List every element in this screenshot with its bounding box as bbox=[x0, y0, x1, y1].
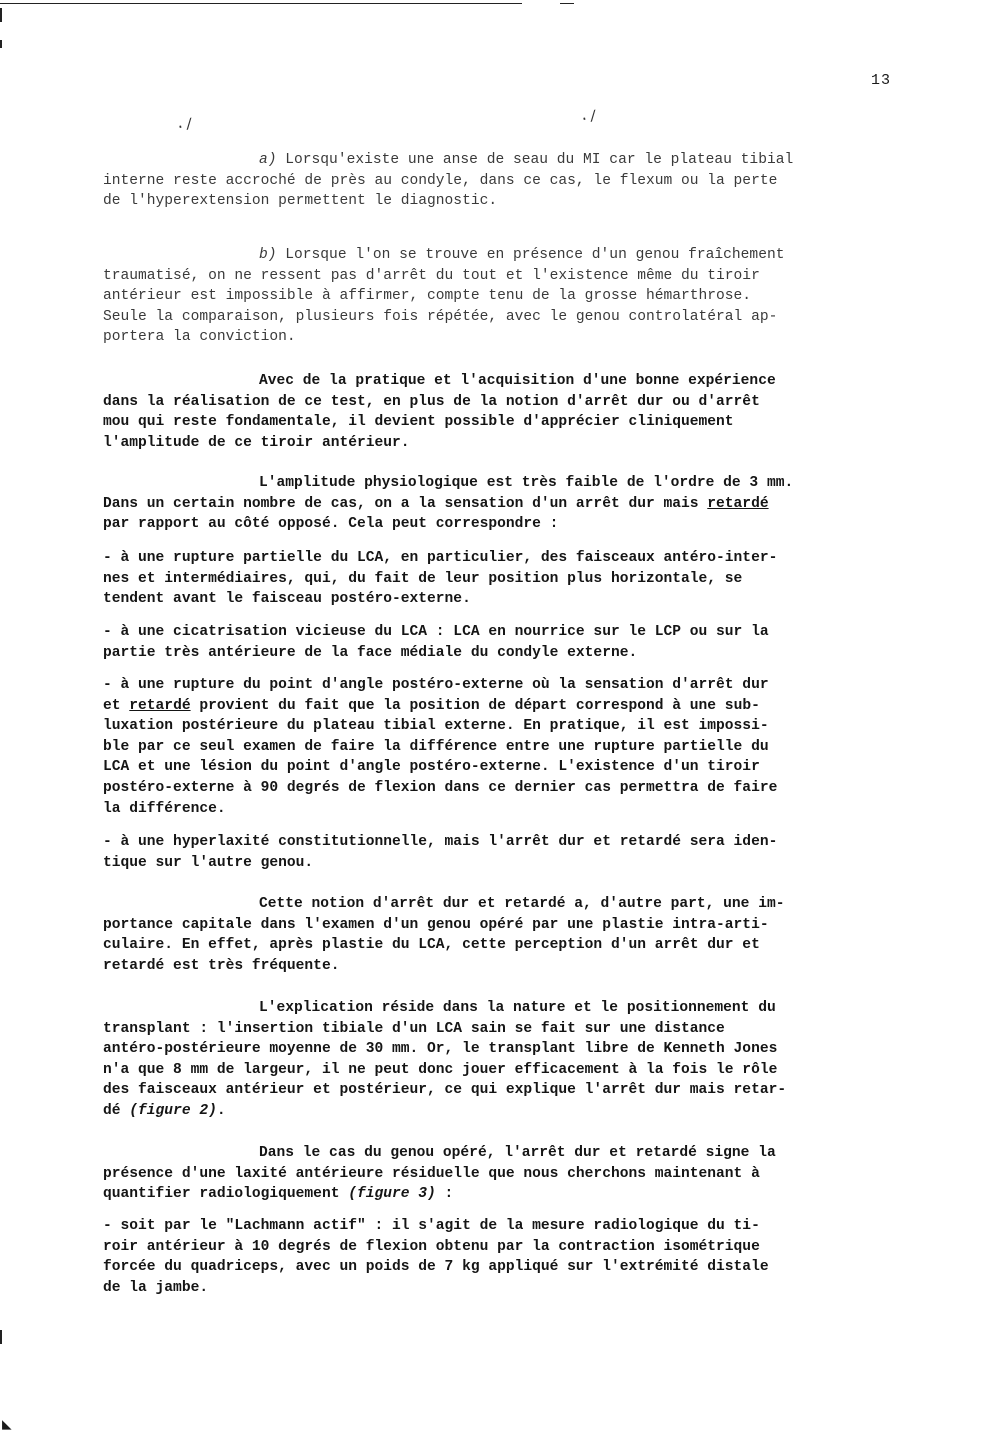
text-line bbox=[103, 1164, 903, 1185]
paragraph-b bbox=[103, 245, 903, 348]
text-line bbox=[103, 494, 903, 515]
line-text: et bbox=[103, 697, 130, 714]
line-text: - à une rupture partielle du LCA, en particulier, des faisceaux antéro-inter- bbox=[103, 550, 778, 566]
text-line bbox=[103, 737, 903, 758]
paragraph-experience bbox=[103, 371, 903, 453]
figure-reference: (figure 3) bbox=[348, 1186, 436, 1203]
line-text: tendent avant le faisceau postéro-externe. bbox=[103, 591, 471, 608]
list-item-rupture-partielle bbox=[103, 548, 903, 610]
text-line bbox=[103, 894, 903, 915]
text-line bbox=[103, 412, 903, 433]
text-line bbox=[103, 1060, 903, 1081]
line-text: n'a que 8 mm de largeur, il ne peut donc jouer efficacement à la fois le rôle bbox=[103, 1061, 778, 1078]
text-line bbox=[103, 935, 903, 956]
line-text: dans la réalisation de ce test, en plus de la notion d'arrêt dur ou d'arrêt bbox=[103, 393, 760, 410]
text-line bbox=[103, 371, 903, 392]
line-text: tique sur l'autre genou. bbox=[103, 854, 314, 871]
line-text: la différence. bbox=[103, 800, 226, 817]
line-text: par rapport au côté opposé. Cela peut correspondre : bbox=[103, 516, 559, 533]
text-line bbox=[103, 548, 903, 569]
line-text-tail: : bbox=[435, 1186, 454, 1203]
figure-reference: (figure 2) bbox=[129, 1102, 217, 1119]
paragraph-notion-arret bbox=[103, 894, 903, 976]
line-text: portance capitale dans l'examen d'un genou opéré par une plastie intra-arti- bbox=[103, 916, 769, 933]
scan-edge-mark bbox=[0, 40, 2, 48]
text-line bbox=[103, 473, 903, 494]
text-line bbox=[103, 514, 903, 535]
line-text: - à une rupture du point d'angle postéro-externe où la sensation d'arrêt dur bbox=[103, 677, 769, 693]
text-line bbox=[103, 307, 903, 328]
line-text: luxation postérieure du plateau tibial externe. En pratique, il est impossi- bbox=[103, 718, 769, 735]
text-line bbox=[103, 245, 903, 266]
line-text: ble par ce seul examen de faire la différence entre une rupture partielle du bbox=[103, 738, 769, 755]
text-line bbox=[103, 757, 903, 778]
paragraph-genou-opere bbox=[103, 1143, 903, 1205]
line-text-tail: provient du fait que la position de départ correspond à une sub- bbox=[190, 697, 760, 714]
line-text: Avec de la pratique et l'acquisition d'une bonne expérience bbox=[259, 373, 776, 389]
line-text: Cette notion d'arrêt dur et retardé a, d'autre part, une im- bbox=[259, 896, 785, 912]
text-line bbox=[103, 191, 903, 212]
item-letter: b) bbox=[259, 247, 277, 263]
line-text: l'amplitude de ce tiroir antérieur. bbox=[103, 434, 410, 451]
text-line bbox=[103, 622, 903, 643]
line-text: antéro-postérieure moyenne de 30 mm. Or, le transplant libre de Kenneth Jones bbox=[103, 1041, 778, 1058]
list-item-cicatrisation bbox=[103, 622, 903, 663]
scan-edge-mark bbox=[0, 8, 2, 22]
scan-mark-left: ·/ bbox=[174, 116, 196, 137]
text-line bbox=[103, 643, 903, 664]
text-line bbox=[103, 853, 903, 874]
line-text: interne reste accroché de près au condyle, dans ce cas, le flexum ou la perte bbox=[103, 172, 778, 189]
line-text: portera la conviction. bbox=[103, 329, 296, 346]
line-text-tail: . bbox=[216, 1102, 226, 1119]
underlined-word: retardé bbox=[129, 697, 191, 714]
text-line bbox=[103, 716, 903, 737]
line-text: quantifier radiologiquement bbox=[103, 1186, 349, 1203]
line-text: - à une hyperlaxité constitutionnelle, mais l'arrêt dur et retardé sera iden- bbox=[103, 834, 778, 850]
line-text: L'amplitude physiologique est très faible de l'ordre de 3 mm. bbox=[259, 475, 794, 491]
text-line bbox=[103, 778, 903, 799]
scan-mark-right: ·/ bbox=[578, 108, 600, 129]
scan-top-rule-fragment bbox=[560, 3, 574, 4]
text-line bbox=[103, 1184, 903, 1205]
line-text: de la jambe. bbox=[103, 1279, 209, 1296]
line-text: roir antérieur à 10 degrés de flexion obtenu par la contraction isométrique bbox=[103, 1238, 760, 1255]
line-text: antérieur est impossible à affirmer, compte tenu de la grosse hémarthrose. bbox=[103, 288, 752, 305]
line-text: Lorsque l'on se trouve en présence d'un genou fraîchement bbox=[276, 247, 785, 263]
paragraph-amplitude bbox=[103, 473, 903, 535]
line-text: postéro-externe à 90 degrés de flexion dans ce dernier cas permettra de faire bbox=[103, 779, 778, 796]
text-line bbox=[103, 799, 903, 820]
text-line bbox=[103, 171, 903, 192]
text-line bbox=[103, 1257, 903, 1278]
list-item-hyperlaxite bbox=[103, 832, 903, 873]
text-line bbox=[103, 956, 903, 977]
text-line bbox=[103, 150, 903, 171]
line-text: Seule la comparaison, plusieurs fois répétée, avec le genou controlatéral ap- bbox=[103, 308, 778, 325]
text-line bbox=[103, 1039, 903, 1060]
page-number: 13 bbox=[871, 72, 892, 89]
text-line bbox=[103, 266, 903, 287]
line-text: culaire. En effet, après plastie du LCA, cette perception d'un arrêt dur et bbox=[103, 937, 760, 954]
text-line bbox=[103, 1019, 903, 1040]
text-line bbox=[103, 433, 903, 454]
text-line bbox=[103, 1216, 903, 1237]
list-item-point-angle bbox=[103, 675, 903, 819]
text-line bbox=[103, 1080, 903, 1101]
line-text: retardé est très fréquente. bbox=[103, 957, 340, 974]
item-letter: a) bbox=[259, 152, 277, 168]
text-line bbox=[103, 286, 903, 307]
line-text: - soit par le "Lachmann actif" : il s'agit de la mesure radiologique du ti- bbox=[103, 1218, 760, 1234]
text-line bbox=[103, 1143, 903, 1164]
scan-top-rule bbox=[0, 3, 522, 4]
line-text: transplant : l'insertion tibiale d'un LCA sain se fait sur une distance bbox=[103, 1020, 725, 1037]
text-line bbox=[103, 569, 903, 590]
scan-edge-mark bbox=[0, 1330, 2, 1344]
text-line bbox=[103, 1237, 903, 1258]
line-text: traumatisé, on ne ressent pas d'arrêt du tout et l'existence même du tiroir bbox=[103, 267, 760, 284]
text-line bbox=[103, 915, 903, 936]
text-line bbox=[103, 1101, 903, 1122]
text-line bbox=[103, 675, 903, 696]
line-text: - à une cicatrisation vicieuse du LCA : LCA en nourrice sur le LCP ou sur la bbox=[103, 624, 769, 640]
line-text: nes et intermédiaires, qui, du fait de leur position plus horizontale, se bbox=[103, 570, 743, 587]
line-text: dé bbox=[103, 1102, 130, 1119]
line-text: L'explication réside dans la nature et le positionnement du bbox=[259, 1000, 776, 1016]
text-line bbox=[103, 1278, 903, 1299]
paragraph-explication bbox=[103, 998, 903, 1122]
line-text: forcée du quadriceps, avec un poids de 7 kg appliqué sur l'extrémité distale bbox=[103, 1259, 769, 1276]
text-line bbox=[103, 589, 903, 610]
list-item-lachmann-actif bbox=[103, 1216, 903, 1298]
text-line bbox=[103, 327, 903, 348]
text-line bbox=[103, 832, 903, 853]
text-line bbox=[103, 998, 903, 1019]
underlined-word: retardé bbox=[707, 495, 769, 512]
line-text: présence d'une laxité antérieure résiduelle que nous cherchons maintenant à bbox=[103, 1165, 760, 1182]
line-text: mou qui reste fondamentale, il devient possible d'apprécier cliniquement bbox=[103, 414, 734, 431]
line-text: des faisceaux antérieur et postérieur, ce qui explique l'arrêt dur mais retar- bbox=[103, 1082, 787, 1099]
line-text: Dans un certain nombre de cas, on a la sensation d'un arrêt dur mais bbox=[103, 495, 708, 512]
text-line bbox=[103, 696, 903, 717]
text-line bbox=[103, 392, 903, 413]
scan-corner-mark: ◣ bbox=[2, 1416, 12, 1434]
line-text: Dans le cas du genou opéré, l'arrêt dur et retardé signe la bbox=[259, 1145, 776, 1161]
line-text: Lorsqu'existe une anse de seau du MI car le plateau tibial bbox=[276, 152, 794, 168]
line-text: de l'hyperextension permettent le diagnostic. bbox=[103, 193, 498, 210]
paragraph-a bbox=[103, 150, 903, 212]
line-text: partie très antérieure de la face médiale du condyle externe. bbox=[103, 644, 638, 661]
line-text: LCA et une lésion du point d'angle postéro-externe. L'existence d'un tiroir bbox=[103, 759, 760, 776]
